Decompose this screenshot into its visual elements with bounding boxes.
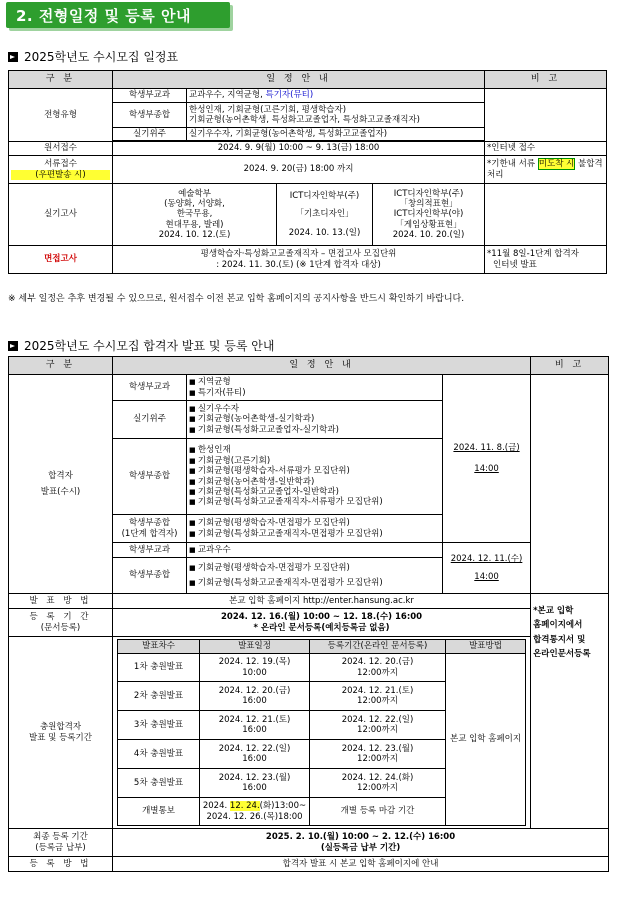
list-item: ■ 기회균형(고른기회)	[189, 456, 440, 466]
text: 특기자(뮤티)	[265, 90, 314, 101]
text: 12:00까지	[357, 725, 398, 735]
list-item: ■ 실기우수자	[189, 404, 440, 414]
text: 합격통지서 및	[533, 634, 586, 645]
text: 2025학년도 수시모집 일정표	[24, 50, 179, 64]
pass-label	[9, 375, 113, 594]
schedule-section-title	[8, 48, 178, 65]
list-item: ■ 기회균형(평생학습자-면접평가 모집단위)	[189, 563, 440, 573]
list-item: ■ 기회균형(평생학습자-서류평가 모집단위)	[189, 466, 440, 476]
text: 12:00까지	[357, 754, 398, 764]
text	[310, 711, 446, 740]
row-content: 실기우수자, 기회균형(농어촌학생, 특성화고교졸업자)	[187, 128, 485, 141]
text	[200, 682, 310, 711]
text: *본교 입학	[533, 606, 574, 616]
extra-round-table	[117, 639, 526, 826]
group-sub-label: 학생부교과	[113, 375, 187, 401]
text: 2024. 10. 13.(일)	[288, 227, 361, 238]
text: 2024.	[202, 801, 230, 812]
final-value	[113, 829, 609, 857]
text: 12:00까지	[357, 783, 398, 793]
results-table	[8, 356, 609, 872]
list-item: ■ 기회균형(특성화고교졸업자-실기학과)	[189, 425, 440, 435]
text: 14:00	[474, 572, 499, 582]
header-remarks: 비 고	[531, 357, 609, 375]
text: (실등록금 납부 기간)	[320, 842, 401, 853]
text: 기회균형(농어촌학생, 특성화고교졸업자, 특성화고교졸재직자)	[189, 115, 420, 125]
text: 발표방법	[446, 640, 526, 654]
practical-arts	[113, 184, 277, 246]
list-item: ■ 기회균형(특성화고교졸재직자-면접평가 모집단위)	[189, 578, 440, 588]
text: (문서등록)	[40, 622, 81, 633]
text	[310, 654, 446, 682]
header-schedule: 일 정 안 내	[113, 357, 531, 375]
reg-method-value: 합격자 발표 시 본교 입학 홈페이지에 안내	[113, 857, 609, 872]
text: 2024. 12. 23.(월)	[341, 743, 414, 754]
text: 2024. 12. 26.(목)18:00	[206, 811, 303, 822]
text: 한성인재, 기회균형(고른기회, 평생학습자)	[189, 104, 347, 115]
pass-date-1	[443, 375, 531, 543]
text	[200, 798, 310, 826]
practical-remarks	[485, 184, 607, 246]
list-item: ■ 기회균형(농어촌학생-일반학과)	[189, 477, 440, 487]
application-date: 2024. 9. 9(월) 10:00 ~ 9. 13(금) 18:00	[113, 142, 485, 156]
text	[200, 769, 310, 798]
row-sub-label: 학생부종합	[113, 103, 187, 128]
text: 최종 등록 기간	[33, 832, 88, 843]
list-item: ■ 한성인재	[189, 445, 440, 455]
text: 2024. 12. 16.(월) 10:00 ~ 12. 18.(수) 16:00	[221, 612, 423, 623]
pass-date-2	[443, 543, 531, 594]
text	[310, 769, 446, 798]
text: ICT디자인학부(주)	[289, 190, 360, 201]
text	[200, 711, 310, 740]
interview-note	[485, 246, 607, 274]
text: 홈페이지에서	[533, 620, 583, 631]
group-sub-label: 학생부종합	[113, 439, 187, 515]
text: 학생부종합	[128, 518, 171, 529]
text: 14:00	[474, 463, 499, 474]
text: 발표 및 등록기간	[29, 732, 92, 743]
header-schedule: 일 정 안 내	[113, 71, 485, 89]
text: 16:00	[242, 696, 267, 706]
documents-date: 2024. 9. 20(금) 18:00 까지	[113, 156, 485, 184]
reg-period-value	[113, 609, 531, 637]
banner-title: 2. 전형일정 및 등록 안내	[16, 7, 191, 25]
text: 「창의적표현」	[399, 198, 458, 209]
interview-label: 면접고사	[9, 246, 113, 274]
text: 「기초디자인」	[295, 209, 354, 220]
text: : 2024. 11. 30.(토) (※ 1단계 합격자 대상)	[216, 259, 381, 270]
text: 2차 충원발표	[118, 682, 200, 711]
results-section-title	[8, 337, 275, 354]
text: 2024. 11. 8.(금)	[453, 443, 520, 454]
group-items	[187, 558, 443, 594]
text: 16:00	[242, 725, 267, 735]
text: *11월 8일-1단계 합격자	[487, 249, 579, 260]
text	[279, 220, 370, 228]
text: ICT디자인학부(야)	[393, 209, 464, 220]
text: 평생학습자·특성화고교졸재직자 – 면접고사 모집단위	[200, 249, 397, 260]
list-item: ■ 기회균형(특성화고교졸업자-일반학과)	[189, 487, 440, 497]
text: 온라인문서등록	[533, 649, 591, 660]
row-sub-label: 실기위주	[113, 128, 187, 141]
text: 2025. 2. 10.(월) 10:00 ~ 2. 12.(수) 16:00	[265, 832, 456, 843]
text: 1차 충원발표	[118, 654, 200, 682]
text: 12:00까지	[357, 696, 398, 706]
text: 2024. 12. 11.(수)	[450, 553, 523, 564]
group-sub-label: 학생부교과	[113, 543, 187, 558]
header-category: 구 분	[9, 357, 113, 375]
arrow-bullet-icon	[8, 341, 18, 351]
list-item: ■ 기회균형(평생학습자-면접평가 모집단위)	[189, 518, 440, 528]
group-items	[187, 543, 443, 558]
text: 2024. 12. 24.(화)	[341, 772, 414, 783]
extra-method: 본교 입학 홈페이지	[446, 654, 526, 826]
list-item: ■ 지역균형	[189, 377, 440, 387]
text: 발표(수시)	[40, 487, 81, 497]
text: * 온라인 문서등록(예치등록금 없음)	[253, 622, 390, 633]
text: 미도착 시	[538, 159, 575, 170]
application-note: *인터넷 접수	[485, 142, 607, 156]
text: 발표일정	[200, 640, 310, 654]
group-items	[187, 375, 443, 401]
group-items	[187, 439, 443, 515]
method-value: 본교 입학 홈페이지 http://enter.hansung.ac.kr	[113, 594, 531, 609]
header-remarks: 비 고	[485, 71, 607, 89]
text: 10:00	[242, 667, 267, 678]
extra-round-row	[118, 654, 526, 682]
schedule-table	[8, 70, 607, 274]
text: (우편발송 시)	[11, 170, 110, 180]
text: 합격자	[48, 470, 73, 481]
reg-method-label: 등 록 방 법	[9, 857, 113, 872]
extra-label	[9, 637, 113, 829]
reg-period-label	[9, 609, 113, 637]
text: 3차 충원발표	[118, 711, 200, 740]
text: 한국무용,	[176, 209, 213, 220]
list-item: ■ 기회균형(특성화고교졸재직자-서류평가 모집단위)	[189, 497, 440, 507]
text: 2024. 12. 21.(토)	[341, 685, 414, 696]
text: 5차 충원발표	[118, 769, 200, 798]
text	[200, 654, 310, 682]
list-item: ■ 기회균형(농어촌학생-실기학과)	[189, 414, 440, 424]
text	[445, 564, 528, 572]
remarks-cell	[485, 89, 607, 142]
text: 개별 등록 마감 기간	[310, 798, 446, 826]
list-item: ■ 기회균형(특성화고교졸재직자-면접평가 모집단위)	[189, 529, 440, 539]
text: 16:00	[242, 783, 267, 793]
row-sub-label: 학생부교과	[113, 89, 187, 103]
text: 12. 24.	[229, 801, 260, 812]
text: 2024. 12. 21.(토)	[218, 714, 291, 725]
text: 인터넷 발표	[493, 259, 537, 270]
group-sub-label: 학생부종합	[113, 558, 187, 594]
text: 12:00까지	[357, 667, 398, 678]
extra-round-container	[113, 637, 531, 829]
header-category: 구 분	[9, 71, 113, 89]
section-banner	[6, 2, 230, 28]
group-sub-label: 실기위주	[113, 401, 187, 439]
text: 등록기간(온라인 문서등록)	[310, 640, 446, 654]
row-content	[187, 103, 485, 128]
final-label	[9, 829, 113, 857]
text: 현대무용, 발레)	[165, 219, 224, 230]
text: 2025학년도 수시모집 합격자 발표 및 등록 안내	[24, 339, 275, 353]
practical-ict-night	[373, 184, 485, 246]
group-sub-label	[113, 515, 187, 543]
text	[445, 454, 528, 464]
text	[202, 801, 307, 811]
selection-type-label: 전형유형	[9, 89, 113, 142]
text: 16:00	[242, 754, 267, 764]
arrow-bullet-icon	[8, 52, 18, 62]
text: 4차 충원발표	[118, 740, 200, 769]
text	[310, 682, 446, 711]
text: 등 록 기 간	[29, 612, 92, 623]
group-items	[187, 515, 443, 543]
text: 2024. 10. 12.(토)	[158, 230, 231, 241]
text: 2024. 12. 19.(목)	[218, 657, 291, 668]
text: 2024. 12. 20.(금)	[341, 657, 414, 668]
documents-note	[485, 156, 607, 184]
interview-content	[113, 246, 485, 274]
text: (동양화, 서양화,	[164, 198, 225, 209]
method-label: 발 표 방 법	[9, 594, 113, 609]
documents-label	[9, 156, 113, 184]
text: 교과우수, 지역균형,	[189, 90, 266, 101]
text: (화)13:00~	[259, 801, 307, 812]
text: 예술학부	[178, 188, 211, 199]
notice-text: ※ 세부 일정은 추후 변경될 수 있으므로, 원서접수 이전 본교 입학 홈페이지의 공지사항을 반드시 확인하기 바랍니다.	[8, 294, 465, 304]
text: 2024. 12. 22.(일)	[218, 743, 291, 754]
text: 「게임상황표현」	[395, 219, 462, 230]
text: *기한내 서류	[487, 159, 538, 170]
text: 2024. 10. 20.(일)	[392, 230, 465, 241]
list-item: ■ 교과우수	[189, 545, 440, 555]
text	[200, 740, 310, 769]
text: (1단계 합격자)	[121, 528, 178, 539]
registration-remarks	[531, 594, 609, 829]
row-content	[187, 89, 485, 103]
application-label: 원서접수	[9, 142, 113, 156]
practical-ict-day	[277, 184, 373, 246]
text: 2024. 12. 23.(월)	[218, 772, 291, 783]
group-items	[187, 401, 443, 439]
text: ICT디자인학부(주)	[393, 188, 464, 199]
text: (등록금 납부)	[35, 842, 86, 853]
text: 불합격 처리	[487, 159, 603, 180]
list-item: ■ 특기자(뮤티)	[189, 388, 440, 398]
pass-remarks	[531, 375, 609, 594]
text: 발표차수	[118, 640, 200, 654]
text: 개별통보	[118, 798, 200, 826]
text: 2024. 12. 20.(금)	[218, 685, 291, 696]
text	[310, 740, 446, 769]
text: 충원합격자	[39, 722, 82, 733]
text: 2024. 12. 22.(일)	[341, 714, 414, 725]
text: 서류접수	[44, 159, 77, 170]
practical-label: 실기고사	[9, 184, 113, 246]
